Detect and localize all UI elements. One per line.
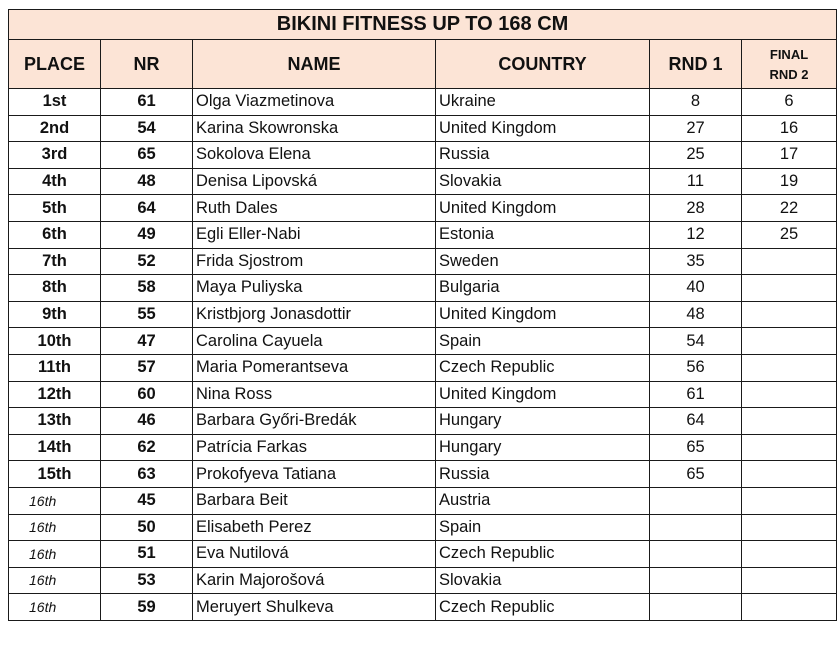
table-row — [9, 381, 837, 408]
nr-cell: 64 — [101, 195, 193, 222]
rnd1-cell: 25 — [650, 142, 742, 169]
rnd1-cell: 48 — [650, 301, 742, 328]
name-cell: Meruyert Shulkeva — [193, 594, 436, 621]
nr-cell: 49 — [101, 221, 193, 248]
nr-cell: 48 — [101, 168, 193, 195]
nr-cell: 61 — [101, 89, 193, 116]
results-table — [8, 9, 837, 621]
place-cell: 8th — [9, 275, 101, 302]
final-rnd2-cell: 17 — [742, 142, 837, 169]
final-rnd2-cell: 22 — [742, 195, 837, 222]
table-row — [9, 142, 837, 169]
header-rnd1: RND 1 — [650, 40, 742, 89]
country-cell: Spain — [436, 514, 650, 541]
country-cell: Sweden — [436, 248, 650, 275]
nr-cell: 45 — [101, 487, 193, 514]
name-cell: Eva Nutilová — [193, 541, 436, 568]
name-cell: Egli Eller-Nabi — [193, 221, 436, 248]
final-rnd2-cell — [742, 487, 837, 514]
final-rnd2-cell: 19 — [742, 168, 837, 195]
nr-cell: 63 — [101, 461, 193, 488]
nr-cell: 60 — [101, 381, 193, 408]
rnd1-cell: 56 — [650, 354, 742, 381]
final-rnd2-cell — [742, 461, 837, 488]
rnd1-cell — [650, 594, 742, 621]
table-row — [9, 248, 837, 275]
nr-cell: 55 — [101, 301, 193, 328]
nr-cell: 46 — [101, 408, 193, 435]
name-cell: Frida Sjostrom — [193, 248, 436, 275]
table-row — [9, 89, 837, 116]
final-rnd2-cell — [742, 328, 837, 355]
rnd1-cell — [650, 487, 742, 514]
rnd1-cell: 40 — [650, 275, 742, 302]
place-cell: 16th — [9, 594, 101, 621]
place-cell: 16th — [9, 487, 101, 514]
final-rnd2-cell — [742, 248, 837, 275]
place-cell: 12th — [9, 381, 101, 408]
country-cell: Ukraine — [436, 89, 650, 116]
place-cell: 7th — [9, 248, 101, 275]
header-row — [9, 40, 837, 89]
place-cell: 4th — [9, 168, 101, 195]
table-row — [9, 487, 837, 514]
country-cell: Spain — [436, 328, 650, 355]
header-place: PLACE — [9, 40, 101, 89]
table-title: BIKINI FITNESS UP TO 168 CM — [9, 10, 837, 40]
nr-cell: 62 — [101, 434, 193, 461]
final-rnd2-cell — [742, 381, 837, 408]
country-cell: Austria — [436, 487, 650, 514]
name-cell: Barbara Győri-Bredák — [193, 408, 436, 435]
results-body — [9, 89, 837, 621]
nr-cell: 47 — [101, 328, 193, 355]
country-cell: Slovakia — [436, 168, 650, 195]
country-cell: United Kingdom — [436, 195, 650, 222]
nr-cell: 54 — [101, 115, 193, 142]
country-cell: United Kingdom — [436, 381, 650, 408]
country-cell: Czech Republic — [436, 594, 650, 621]
place-cell: 14th — [9, 434, 101, 461]
rnd1-cell — [650, 567, 742, 594]
country-cell: Slovakia — [436, 567, 650, 594]
name-cell: Elisabeth Perez — [193, 514, 436, 541]
header-final-line2: RND 2 — [769, 67, 809, 82]
final-rnd2-cell — [742, 514, 837, 541]
rnd1-cell — [650, 514, 742, 541]
header-country: COUNTRY — [436, 40, 650, 89]
rnd1-cell: 54 — [650, 328, 742, 355]
rnd1-cell: 8 — [650, 89, 742, 116]
header-final-rnd2 — [742, 40, 837, 89]
nr-cell: 65 — [101, 142, 193, 169]
table-row — [9, 168, 837, 195]
name-cell: Patrícia Farkas — [193, 434, 436, 461]
rnd1-cell — [650, 541, 742, 568]
nr-cell: 50 — [101, 514, 193, 541]
place-cell: 16th — [9, 514, 101, 541]
country-cell: Czech Republic — [436, 541, 650, 568]
rnd1-cell: 65 — [650, 434, 742, 461]
rnd1-cell: 11 — [650, 168, 742, 195]
name-cell: Maria Pomerantseva — [193, 354, 436, 381]
nr-cell: 52 — [101, 248, 193, 275]
header-final-line1: FINAL — [769, 47, 809, 62]
name-cell: Prokofyeva Tatiana — [193, 461, 436, 488]
final-rnd2-cell — [742, 354, 837, 381]
place-cell: 13th — [9, 408, 101, 435]
table-row — [9, 275, 837, 302]
place-cell: 16th — [9, 541, 101, 568]
country-cell: Bulgaria — [436, 275, 650, 302]
final-rnd2-cell — [742, 541, 837, 568]
name-cell: Olga Viazmetinova — [193, 89, 436, 116]
table-row — [9, 567, 837, 594]
country-cell: Czech Republic — [436, 354, 650, 381]
nr-cell: 53 — [101, 567, 193, 594]
rnd1-cell: 65 — [650, 461, 742, 488]
rnd1-cell: 61 — [650, 381, 742, 408]
place-cell: 15th — [9, 461, 101, 488]
nr-cell: 57 — [101, 354, 193, 381]
final-rnd2-cell — [742, 275, 837, 302]
country-cell: Russia — [436, 142, 650, 169]
name-cell: Kristbjorg Jonasdottir — [193, 301, 436, 328]
name-cell: Nina Ross — [193, 381, 436, 408]
name-cell: Carolina Cayuela — [193, 328, 436, 355]
nr-cell: 59 — [101, 594, 193, 621]
table-row — [9, 408, 837, 435]
rnd1-cell: 27 — [650, 115, 742, 142]
header-name: NAME — [193, 40, 436, 89]
table-row — [9, 541, 837, 568]
name-cell: Sokolova Elena — [193, 142, 436, 169]
table-row — [9, 594, 837, 621]
final-rnd2-cell: 25 — [742, 221, 837, 248]
place-cell: 11th — [9, 354, 101, 381]
place-cell: 3rd — [9, 142, 101, 169]
rnd1-cell: 28 — [650, 195, 742, 222]
table-row — [9, 514, 837, 541]
country-cell: United Kingdom — [436, 301, 650, 328]
table-row — [9, 461, 837, 488]
title-row — [9, 10, 837, 40]
final-rnd2-cell — [742, 434, 837, 461]
name-cell: Maya Puliyska — [193, 275, 436, 302]
name-cell: Ruth Dales — [193, 195, 436, 222]
rnd1-cell: 12 — [650, 221, 742, 248]
name-cell: Denisa Lipovská — [193, 168, 436, 195]
place-cell: 9th — [9, 301, 101, 328]
place-cell: 1st — [9, 89, 101, 116]
country-cell: Hungary — [436, 434, 650, 461]
country-cell: United Kingdom — [436, 115, 650, 142]
place-cell: 16th — [9, 567, 101, 594]
final-rnd2-cell — [742, 594, 837, 621]
results-sheet — [8, 9, 836, 621]
place-cell: 10th — [9, 328, 101, 355]
country-cell: Estonia — [436, 221, 650, 248]
country-cell: Hungary — [436, 408, 650, 435]
final-rnd2-cell — [742, 567, 837, 594]
table-row — [9, 195, 837, 222]
nr-cell: 51 — [101, 541, 193, 568]
table-row — [9, 434, 837, 461]
place-cell: 5th — [9, 195, 101, 222]
table-row — [9, 328, 837, 355]
place-cell: 6th — [9, 221, 101, 248]
header-nr: NR — [101, 40, 193, 89]
table-row — [9, 301, 837, 328]
table-row — [9, 354, 837, 381]
final-rnd2-cell — [742, 301, 837, 328]
name-cell: Barbara Beit — [193, 487, 436, 514]
rnd1-cell: 35 — [650, 248, 742, 275]
country-cell: Russia — [436, 461, 650, 488]
place-cell: 2nd — [9, 115, 101, 142]
final-rnd2-cell — [742, 408, 837, 435]
table-row — [9, 221, 837, 248]
final-rnd2-cell: 16 — [742, 115, 837, 142]
rnd1-cell: 64 — [650, 408, 742, 435]
nr-cell: 58 — [101, 275, 193, 302]
name-cell: Karina Skowronska — [193, 115, 436, 142]
final-rnd2-cell: 6 — [742, 89, 837, 116]
table-row — [9, 115, 837, 142]
name-cell: Karin Majorošová — [193, 567, 436, 594]
